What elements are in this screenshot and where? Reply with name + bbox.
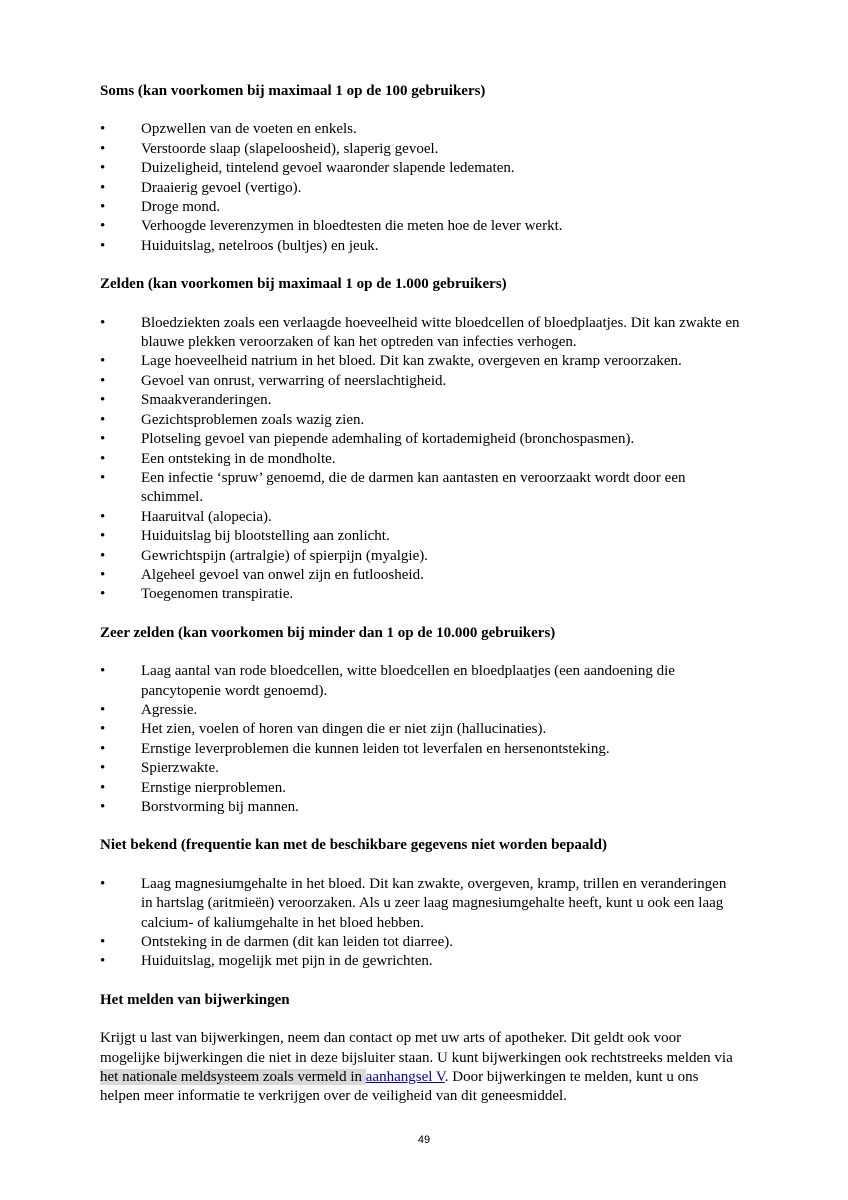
bullet-icon: • — [100, 779, 106, 796]
list-item — [100, 779, 740, 798]
bullet-icon: • — [100, 760, 106, 777]
reporting-paragraph — [100, 1029, 740, 1107]
page-number: 49 — [417, 1134, 431, 1146]
list-item — [100, 411, 740, 430]
bullet-icon: • — [100, 721, 106, 738]
bullet-icon: • — [100, 934, 106, 951]
list-item-text: Ernstige leverproblemen die kunnen leiden tot leverfalen en hersenontsteking. — [141, 740, 610, 757]
list-item — [100, 179, 740, 198]
list-item-text: Verstoorde slaap (slapeloosheid), slaperig gevoel. — [141, 140, 439, 157]
list-item — [100, 450, 740, 469]
list-item-text: Laag aantal van rode bloedcellen, witte bloedcellen en bloedplaatjes (een aandoening die pancytopenie wordt genoemd). — [141, 663, 675, 699]
bullet-icon: • — [100, 740, 106, 757]
list-item — [100, 566, 740, 585]
list-item-text: Gevoel van onrust, verwarring of neerslachtigheid. — [141, 372, 447, 389]
list-item-text: Toegenomen transpiratie. — [141, 586, 294, 603]
list-item — [100, 585, 740, 604]
document-page — [100, 82, 740, 1107]
bullet-icon: • — [100, 431, 106, 448]
list-item-text: Algeheel gevoel van onwel zijn en futloosheid. — [141, 566, 424, 583]
list-item — [100, 701, 740, 720]
bullet-icon: • — [100, 392, 106, 409]
bullet-icon: • — [100, 237, 106, 254]
list-item — [100, 759, 740, 778]
bullet-icon: • — [100, 314, 106, 331]
bullet-icon: • — [100, 450, 106, 467]
reporting-text-before: Krijgt u last van bijwerkingen, neem dan contact op met uw arts of apotheker. Dit geldt ook voor mogelijke bijwerkingen die niet in deze bijsluiter staan. U kunt bijwerkingen ook rechtstreeks melden via — [100, 1030, 733, 1066]
bullet-icon: • — [100, 701, 106, 718]
bullet-icon: • — [100, 199, 106, 216]
list-item-text: Ontsteking in de darmen (dit kan leiden tot diarree). — [141, 934, 453, 951]
list-soms — [100, 120, 740, 256]
bullet-icon: • — [100, 875, 106, 892]
list-item — [100, 952, 740, 971]
list-item-text: Plotseling gevoel van piepende ademhaling of kortademigheid (bronchospasmen). — [141, 431, 635, 448]
bullet-icon: • — [100, 160, 106, 177]
list-item — [100, 875, 740, 933]
appendix-v-link[interactable]: aanhangsel V — [365, 1069, 445, 1086]
list-item-text: Draaierig gevoel (vertigo). — [141, 179, 302, 196]
bullet-icon: • — [100, 799, 106, 815]
list-item-text: Gezichtsproblemen zoals wazig zien. — [141, 411, 365, 428]
bullet-icon: • — [100, 528, 106, 545]
list-item — [100, 430, 740, 449]
list-item-text: Spierzwakte. — [141, 760, 219, 777]
bullet-icon: • — [100, 411, 106, 428]
bullet-icon: • — [100, 140, 106, 157]
list-item-text: Lage hoeveelheid natrium in het bloed. Dit kan zwakte, overgeven en kramp veroorzaken. — [141, 353, 682, 370]
bullet-icon: • — [100, 547, 106, 564]
list-item-text: Gewrichtspijn (artralgie) of spierpijn (myalgie). — [141, 547, 428, 564]
list-item — [100, 352, 740, 371]
bullet-icon: • — [100, 586, 106, 603]
list-item — [100, 720, 740, 739]
list-zelden — [100, 314, 740, 605]
list-item — [100, 798, 740, 817]
list-item — [100, 508, 740, 527]
bullet-icon: • — [100, 469, 106, 486]
list-item-text: Haaruitval (alopecia). — [141, 508, 272, 525]
list-item — [100, 159, 740, 178]
list-item-text: Smaakveranderingen. — [141, 392, 272, 409]
list-item-text: Het zien, voelen of horen van dingen die er niet zijn (hallucinaties). — [141, 721, 547, 738]
bullet-icon: • — [100, 353, 106, 370]
list-item — [100, 120, 740, 139]
list-item-text: Huiduitslag bij blootstelling aan zonlicht. — [141, 528, 390, 545]
list-item-text: Duizeligheid, tintelend gevoel waaronder slapende ledematen. — [141, 160, 515, 177]
list-item-text: Verhoogde leverenzymen in bloedtesten die meten hoe de lever werkt. — [141, 218, 563, 235]
bullet-icon: • — [100, 508, 106, 525]
list-item-text: Bloedziekten zoals een verlaagde hoeveelheid witte bloedcellen of bloedplaatjes. Dit kan zwakte en blauwe plekken veroorzaken of kan het optreden van infecties verhogen. — [141, 314, 740, 351]
reporting-text-after: . Door bijwerkingen te melden, kunt u ons helpen meer informatie te verkrijgen over de veiligheid van dit geneesmiddel. — [100, 1069, 699, 1105]
reporting-highlighted-text: het nationale meldsysteem zoals vermeld in — [100, 1069, 366, 1086]
list-item — [100, 237, 740, 256]
list-item-text: Een infectie ‘spruw’ genoemd, die de darmen kan aantasten en veroorzaakt wordt door een schimmel. — [141, 469, 686, 506]
bullet-icon: • — [100, 179, 106, 196]
list-item-text: Droge mond. — [141, 199, 221, 216]
list-item-text: Opzwellen van de voeten en enkels. — [141, 121, 357, 138]
list-item-text: Huiduitslag, mogelijk met pijn in de gewrichten. — [141, 953, 433, 970]
list-item — [100, 198, 740, 217]
bullet-icon: • — [100, 372, 106, 389]
list-item-text: Agressie. — [141, 701, 198, 718]
list-item — [100, 933, 740, 952]
list-item — [100, 372, 740, 391]
bullet-icon: • — [100, 953, 106, 970]
list-item-text: Ernstige nierproblemen. — [141, 779, 286, 796]
list-item — [100, 314, 740, 353]
list-zeer-zelden — [100, 662, 740, 817]
section-heading-soms: Soms (kan voorkomen bij maximaal 1 op de 100 gebruikers) — [100, 83, 486, 99]
list-item — [100, 740, 740, 759]
list-item-text: Een ontsteking in de mondholte. — [141, 450, 336, 467]
section-heading-melden: Het melden van bijwerkingen — [100, 991, 290, 1008]
list-item — [100, 469, 740, 508]
list-item-text: Laag magnesiumgehalte in het bloed. Dit kan zwakte, overgeven, kramp, trillen en veranderingen in hartslag (aritmieën) veroorzaken. Als u zeer laag magnesiumgehalte heeft, kunt u ook een laag calcium- of kaliumgehalte in het bloed hebben. — [141, 875, 727, 931]
bullet-icon: • — [100, 566, 106, 583]
list-item-text: Borstvorming bij mannen. — [141, 799, 299, 815]
section-heading-niet-bekend: Niet bekend (frequentie kan met de beschikbare gegevens niet worden bepaald) — [100, 837, 607, 854]
list-item — [100, 527, 740, 546]
bullet-icon: • — [100, 121, 106, 138]
list-niet-bekend — [100, 875, 740, 972]
list-item — [100, 140, 740, 159]
bullet-icon: • — [100, 663, 106, 680]
list-item — [100, 662, 740, 701]
list-item — [100, 547, 740, 566]
bullet-icon: • — [100, 218, 106, 235]
section-heading-zeer-zelden: Zeer zelden (kan voorkomen bij minder dan 1 op de 10.000 gebruikers) — [100, 624, 556, 641]
section-heading-zelden: Zelden (kan voorkomen bij maximaal 1 op de 1.000 gebruikers) — [100, 276, 507, 293]
list-item — [100, 391, 740, 410]
list-item — [100, 217, 740, 236]
list-item-text: Huiduitslag, netelroos (bultjes) en jeuk. — [141, 237, 379, 254]
